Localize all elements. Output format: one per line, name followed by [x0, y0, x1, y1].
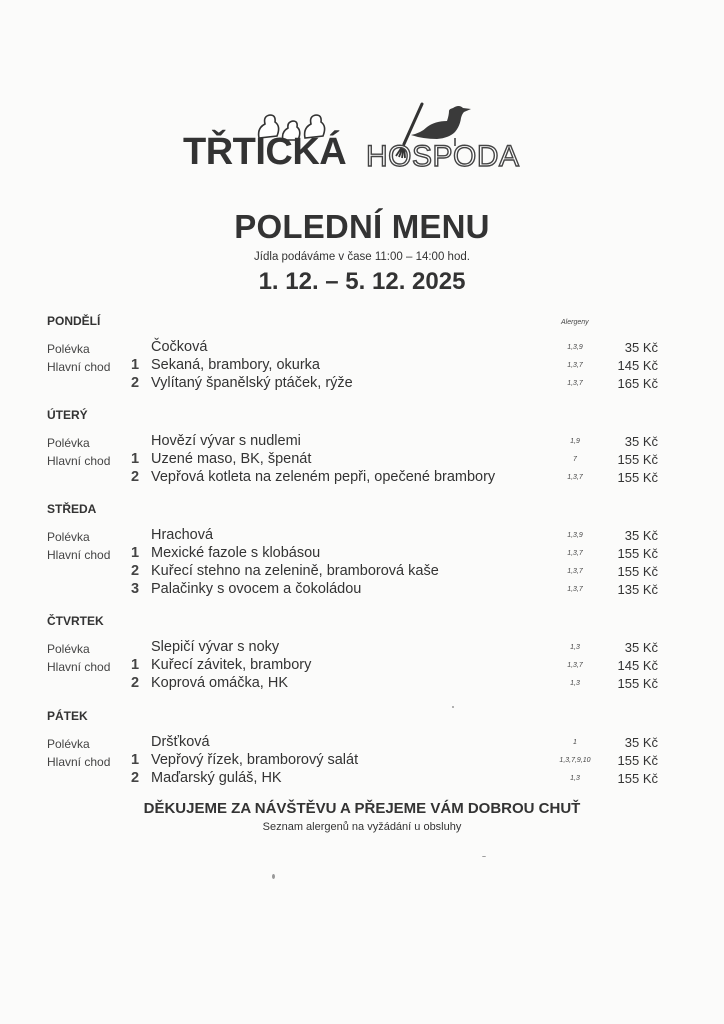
item-number: 3 [131, 581, 140, 597]
menu-item [0, 675, 724, 693]
item-price: 155 Kč [617, 753, 658, 768]
item-number: 2 [131, 375, 140, 391]
item-price: 155 Kč [617, 564, 658, 579]
item-dish: Hovězí vývar s nudlemi [151, 433, 301, 449]
menu-item [0, 770, 724, 788]
menu-item [0, 734, 724, 752]
item-allergens: 1,3 [570, 775, 580, 782]
item-allergens: 1,3,7 [567, 474, 583, 481]
item-allergens: 1,9 [570, 438, 580, 445]
item-dish: Slepičí vývar s noky [151, 639, 280, 655]
menu-item [0, 527, 724, 545]
item-number: 1 [131, 451, 140, 467]
item-dish: Kuřecí stehno na zelenině, bramborová kaše [151, 563, 439, 579]
item-category: Hlavní chod [47, 360, 111, 374]
menu-item [0, 469, 724, 487]
item-dish: Vylítaný španělský ptáček, rýže [151, 375, 353, 391]
item-allergens: 1,3,7 [567, 550, 583, 557]
item-number: 2 [131, 770, 140, 786]
item-price: 35 Kč [624, 340, 658, 355]
item-price: 145 Kč [617, 358, 658, 373]
logo-name-sub: HOSPODA [366, 140, 520, 173]
item-price: 155 Kč [617, 546, 658, 561]
item-price: 155 Kč [617, 470, 658, 485]
page-title: POLEDNÍ MENU [234, 208, 490, 245]
item-allergens: 1 [573, 739, 577, 746]
menu-item [0, 357, 724, 375]
item-dish: Kuřecí závitek, brambory [151, 657, 312, 673]
item-dish: Koprová omáčka, HK [151, 675, 289, 691]
item-price: 35 Kč [624, 434, 658, 449]
item-allergens: 1,3,9 [567, 344, 583, 351]
item-dish: Maďarský guláš, HK [151, 770, 282, 786]
item-price: 165 Kč [617, 376, 658, 391]
serving-hours: Jídla podáváme v čase 11:00 – 14:00 hod. [254, 251, 470, 263]
item-price: 35 Kč [624, 640, 658, 655]
item-category: Polévka [47, 436, 90, 450]
menu-item [0, 451, 724, 469]
item-price: 135 Kč [617, 582, 658, 597]
menu-item [0, 752, 724, 770]
item-allergens: 1,3,9 [567, 532, 583, 539]
item-number: 2 [131, 675, 140, 691]
scan-speck [272, 874, 275, 879]
item-allergens: 1,3 [570, 644, 580, 651]
menu-item [0, 639, 724, 657]
item-dish: Uzené maso, BK, špenát [151, 451, 312, 467]
item-category: Hlavní chod [47, 548, 111, 562]
item-number: 1 [131, 752, 140, 768]
item-price: 35 Kč [624, 528, 658, 543]
item-allergens: 1,3,7 [567, 380, 583, 387]
item-price: 155 Kč [617, 452, 658, 467]
item-category: Polévka [47, 530, 90, 544]
item-dish: Vepřový řízek, bramborový salát [151, 752, 359, 768]
item-price: 145 Kč [617, 658, 658, 673]
menu-item [0, 657, 724, 675]
item-dish: Mexické fazole s klobásou [151, 545, 321, 561]
day-name: ÚTERÝ [47, 408, 88, 422]
item-category: Hlavní chod [47, 454, 111, 468]
item-dish: Sekaná, brambory, okurka [151, 357, 320, 373]
item-dish: Palačinky s ovocem a čokoládou [151, 581, 362, 597]
day-name: PONDĚLÍ [47, 314, 101, 328]
scan-speck [452, 706, 454, 708]
item-number: 2 [131, 469, 140, 485]
item-allergens: 1,3,7 [567, 586, 583, 593]
day-name: STŘEDA [47, 502, 97, 516]
item-category: Polévka [47, 342, 90, 356]
menu-item [0, 581, 724, 599]
item-category: Polévka [47, 737, 90, 751]
item-number: 2 [131, 563, 140, 579]
item-price: 155 Kč [617, 771, 658, 786]
thank-you-message: DĚKUJEME ZA NÁVŠTĚVU A PŘEJEME VÁM DOBROU CHUŤ [143, 800, 581, 817]
scan-speck [482, 856, 486, 857]
item-dish: Čočková [151, 339, 208, 355]
day-name: PÁTEK [47, 709, 88, 723]
item-dish: Dršťková [151, 734, 210, 750]
day-name: ČTVRTEK [47, 614, 104, 628]
menu-item [0, 545, 724, 563]
restaurant-logo [183, 100, 543, 180]
menu-item [0, 375, 724, 393]
item-allergens: 1,3,7,9,10 [559, 757, 591, 764]
item-price: 35 Kč [624, 735, 658, 750]
item-allergens: 7 [573, 456, 577, 463]
item-category: Hlavní chod [47, 660, 111, 674]
date-range: 1. 12. – 5. 12. 2025 [258, 268, 466, 295]
item-allergens: 1,3,7 [567, 662, 583, 669]
item-category: Hlavní chod [47, 755, 111, 769]
item-dish: Hrachová [151, 527, 214, 543]
item-allergens: 1,3 [570, 680, 580, 687]
allergen-note: Seznam alergenů na vyžádání u obsluhy [262, 821, 462, 833]
item-number: 1 [131, 357, 140, 373]
allergens-column-header: Alergeny [561, 319, 589, 326]
menu-item [0, 433, 724, 451]
item-price: 155 Kč [617, 676, 658, 691]
item-dish: Vepřová kotleta na zeleném pepři, opečené brambory [151, 469, 496, 485]
menu-item [0, 563, 724, 581]
item-category: Polévka [47, 642, 90, 656]
item-number: 1 [131, 545, 140, 561]
item-allergens: 1,3,7 [567, 568, 583, 575]
menu-item [0, 339, 724, 357]
item-number: 1 [131, 657, 140, 673]
logo-name-main: TŘTICKÁ [183, 131, 347, 173]
item-allergens: 1,3,7 [567, 362, 583, 369]
